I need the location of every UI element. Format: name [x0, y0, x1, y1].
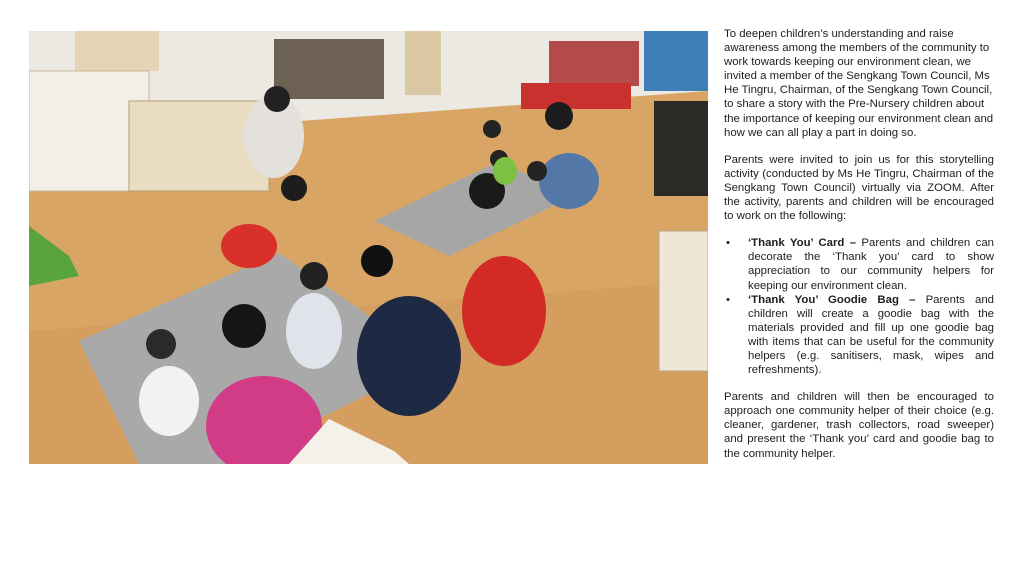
- list-item-title: ‘Thank You’ Goodie Bag –: [748, 293, 916, 306]
- list-item: [724, 293, 994, 378]
- closing-paragraph: Parents and children will then be encouraged to approach one community helper of their choice (e.g. cleaner, gardener, trash collectors, road sweeper) and present the ‘Thank you’ card and goodie bag to the community helper.: [724, 391, 994, 460]
- bullet-marker: •: [726, 237, 730, 250]
- classroom-storytelling-photo-icon: [29, 31, 708, 464]
- list-item-text: Parents and children can decorate the ‘Thank you’ card to show appreciation to our community helpers for keeping our environment clean.: [748, 237, 994, 292]
- list-item-title: ‘Thank You’ Card –: [748, 237, 857, 250]
- intro-paragraph: To deepen children’s understanding and raise awareness among the members of the community to work towards keeping our environment clean, we invited a member of the Sengkang Town Council, Ms He Tingru, Chairman, of the Sengkang Town Council, to share a story with the Pre-Nursery children about the importance of keeping our environment clean and how we can all play a part in doing so.: [724, 28, 994, 139]
- bullet-marker: •: [726, 293, 730, 306]
- description-column: [724, 27, 994, 474]
- list-item-text: Parents and children will create a goodie bag with the materials provided and fill up one goodie bag with items that can be useful for the community helpers (e.g. sanitisers, mask, wipes and refreshments).: [748, 293, 994, 377]
- list-item: [724, 236, 994, 292]
- invite-paragraph: Parents were invited to join us for this storytelling activity (conducted by Ms He Tingru, Chairman of the Sengkang Town Council) virtually via ZOOM. After the activity, parents and children will be encouraged to work on the following:: [724, 153, 994, 223]
- classroom-photo: [29, 31, 708, 464]
- activity-list: [724, 236, 994, 377]
